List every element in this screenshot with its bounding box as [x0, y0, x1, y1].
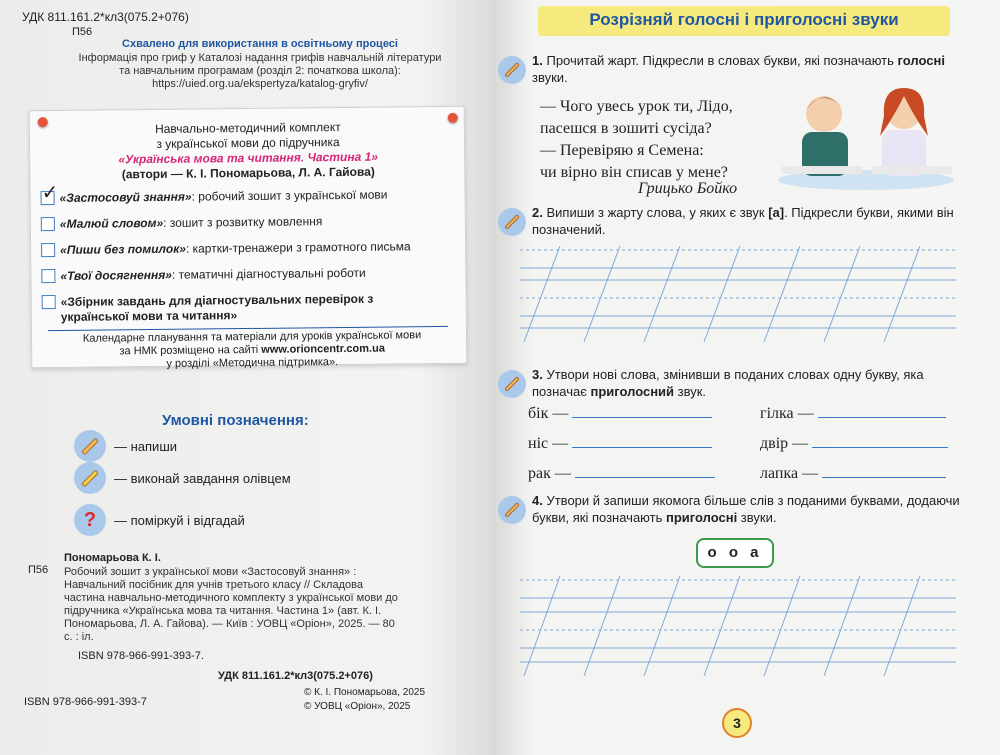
- word: ніс —: [528, 435, 569, 452]
- kit-item: [41, 187, 461, 206]
- task-2: [532, 204, 962, 238]
- task-keyword: приголосний: [590, 384, 675, 399]
- bibliographic-description: Робочий зошит з української мови «Застосовуй знання» : Навчальний посібник для учнів третього класу // Складова частина навчально-методичного комплекту з української мови до підручника «Українська мова та читання. Частина 1» (авт. К. І. Пономарьова, Л. А. Гайова). — Київ : УОВЦ «Оріон», 2025. — 80 с. : іл.: [64, 566, 398, 643]
- answer-blank[interactable]: [822, 464, 946, 478]
- answer-blank[interactable]: [572, 434, 712, 448]
- copyright: [304, 686, 425, 714]
- word-prompt: [528, 434, 712, 453]
- pen-icon: [74, 430, 106, 462]
- pen-icon: [498, 496, 526, 524]
- word: гілка —: [760, 405, 814, 422]
- word-prompt: [528, 464, 715, 483]
- kit-card-footer: [42, 329, 462, 372]
- answer-blank[interactable]: [818, 404, 946, 418]
- kit-card-title: [30, 119, 467, 184]
- task-text: . Підкресли букви, якими він позначений.: [532, 205, 954, 237]
- task-text: звук.: [674, 384, 707, 399]
- catalog-url: https://uied.org.ua/ekspertyza/katalog-gryfiv/: [152, 78, 368, 90]
- given-letters: о о а: [696, 538, 774, 568]
- checkbox-checked-icon: [41, 191, 55, 205]
- task-number: 2.: [532, 205, 543, 220]
- udk-code: УДК 811.161.2*кл3(075.2+076): [22, 10, 189, 24]
- legend-item-think: [74, 504, 245, 536]
- writing-lines[interactable]: [520, 576, 956, 676]
- pen-icon: [498, 56, 526, 84]
- legend-label: — виконай завдання олівцем: [114, 470, 291, 486]
- index-code: П56: [72, 26, 93, 38]
- kit-item-name: «Твої досягнення»: [60, 267, 173, 283]
- checkbox-icon: [42, 295, 56, 309]
- task-text: Випиши з жарту слова, у яких є звук: [546, 205, 769, 220]
- question-icon: ?: [74, 504, 106, 536]
- children-illustration: [776, 80, 954, 190]
- kit-item-name: «Збірник завдань для діагностувальних перевірок з української мови та читання»: [60, 291, 374, 324]
- kit-item-desc: : тематичні діагностувальні роботи: [171, 265, 366, 282]
- kit-title-line: з української мови до підручника: [156, 135, 340, 151]
- site-link[interactable]: www.orioncentr.com.ua: [261, 342, 385, 356]
- kit-authors: (автори — К. І. Пономарьова, Л. А. Гайова): [121, 164, 375, 182]
- word-prompt: [760, 404, 946, 423]
- foot-line: у розділі «Методична підтримка».: [166, 356, 339, 370]
- legend-title: Умовні позначення:: [162, 412, 309, 429]
- answer-blank[interactable]: [575, 464, 715, 478]
- page-number: 3: [722, 708, 752, 738]
- task-text: звуки.: [532, 70, 568, 85]
- task-keyword: голосні: [897, 53, 945, 68]
- kit-item: [41, 239, 461, 258]
- poem-line: пасешся в зошиті сусіда?: [540, 120, 712, 137]
- isbn-bottom: ISBN 978-966-991-393-7: [24, 696, 147, 708]
- kit-item-desc: : робочий зошит з української мови: [191, 187, 388, 204]
- copyright-line: © УОВЦ «Оріон», 2025: [304, 701, 411, 712]
- checkbox-icon: [41, 217, 55, 231]
- word-prompt: [528, 404, 712, 423]
- catalog-line: Інформація про гриф у Каталозі надання грифів навчальній літератури: [78, 52, 442, 64]
- task-text: звуки.: [737, 510, 777, 525]
- task-text: Утвори нові слова, змінивши в поданих словах одну букву, яка позначає: [532, 367, 924, 399]
- checkbox-icon: [41, 243, 55, 257]
- approval-note: Схвалено для використання в освітньому процесі: [122, 38, 398, 50]
- catalog-line: та навчальним програмам (розділ 2: початкова школа):: [119, 65, 401, 77]
- kit-item-desc: : зошит з розвитку мовлення: [163, 214, 323, 230]
- poem-line: чи вірно він списав у мене?: [540, 164, 728, 181]
- word-prompt: [760, 464, 946, 483]
- word: бік —: [528, 405, 569, 422]
- biblio-author: Пономарьова К. І.: [64, 552, 161, 564]
- kit-item-name: «Застосовуй знання»: [59, 189, 192, 205]
- task-keyword: приголосні: [665, 510, 738, 525]
- joke-poem: [540, 96, 733, 184]
- kit-item-name: «Пиши без помилок»: [60, 241, 186, 257]
- task-number: 1.: [532, 53, 543, 68]
- answer-blank[interactable]: [572, 404, 712, 418]
- foot-line: за НМК розміщено на сайті: [119, 343, 262, 358]
- task-text: Утвори й запиши якомога більше слів з поданими буквами, додаючи букви, які позначають: [532, 493, 960, 525]
- word: рак —: [528, 465, 571, 482]
- kit-item-name: «Малюй словом»: [59, 215, 164, 231]
- kit-item: [42, 291, 462, 325]
- poem-line: — Чого увесь урок ти, Лідо,: [540, 98, 733, 115]
- legend-label: — напиши: [114, 438, 178, 454]
- kit-item: [41, 213, 461, 232]
- kit-card: [29, 106, 468, 369]
- answer-blank[interactable]: [812, 434, 948, 448]
- word: лапка —: [760, 465, 819, 482]
- copyright-line: © К. І. Пономарьова, 2025: [304, 687, 426, 698]
- kit-textbook-name: «Українська мова та читання. Частина 1»: [118, 149, 379, 167]
- kit-item-desc: : картки-тренажери з грамотного письма: [185, 239, 411, 256]
- writing-lines[interactable]: [520, 246, 956, 342]
- legend-item-write: [74, 430, 177, 462]
- foot-line: Календарне планування та матеріали для уроків української мови: [82, 329, 422, 345]
- task-4: [532, 492, 962, 526]
- legend-item-pencil: [74, 462, 291, 494]
- word-prompt: [760, 434, 948, 453]
- legend-label: — поміркуй і відгадай: [114, 512, 245, 528]
- left-page: [0, 0, 492, 755]
- checkbox-icon: [41, 269, 55, 283]
- poem-author: Грицько Бойко: [638, 180, 738, 197]
- catalog-info: [60, 52, 460, 91]
- pencil-icon: [74, 462, 106, 494]
- task-number: 3.: [532, 367, 543, 382]
- task-3: [532, 366, 962, 400]
- index-code-bottom: П56: [28, 564, 49, 576]
- kit-title-line: Навчально-методичний комплект: [154, 120, 341, 136]
- udk-code-bottom: УДК 811.161.2*кл3(075.2+076): [218, 670, 373, 682]
- page-title: Розрізняй голосні і приголосні звуки: [589, 10, 899, 29]
- pen-icon: [498, 208, 526, 236]
- isbn: ISBN 978-966-991-393-7.: [78, 650, 204, 662]
- word: двір —: [760, 435, 809, 452]
- task-number: 4.: [532, 493, 543, 508]
- poem-line: — Перевіряю я Семена:: [540, 142, 704, 159]
- pen-icon: [498, 370, 526, 398]
- task-keyword: [а]: [768, 205, 785, 220]
- task-text: Прочитай жарт. Підкресли в словах букви, які позначають: [546, 53, 898, 68]
- kit-item: [41, 265, 461, 284]
